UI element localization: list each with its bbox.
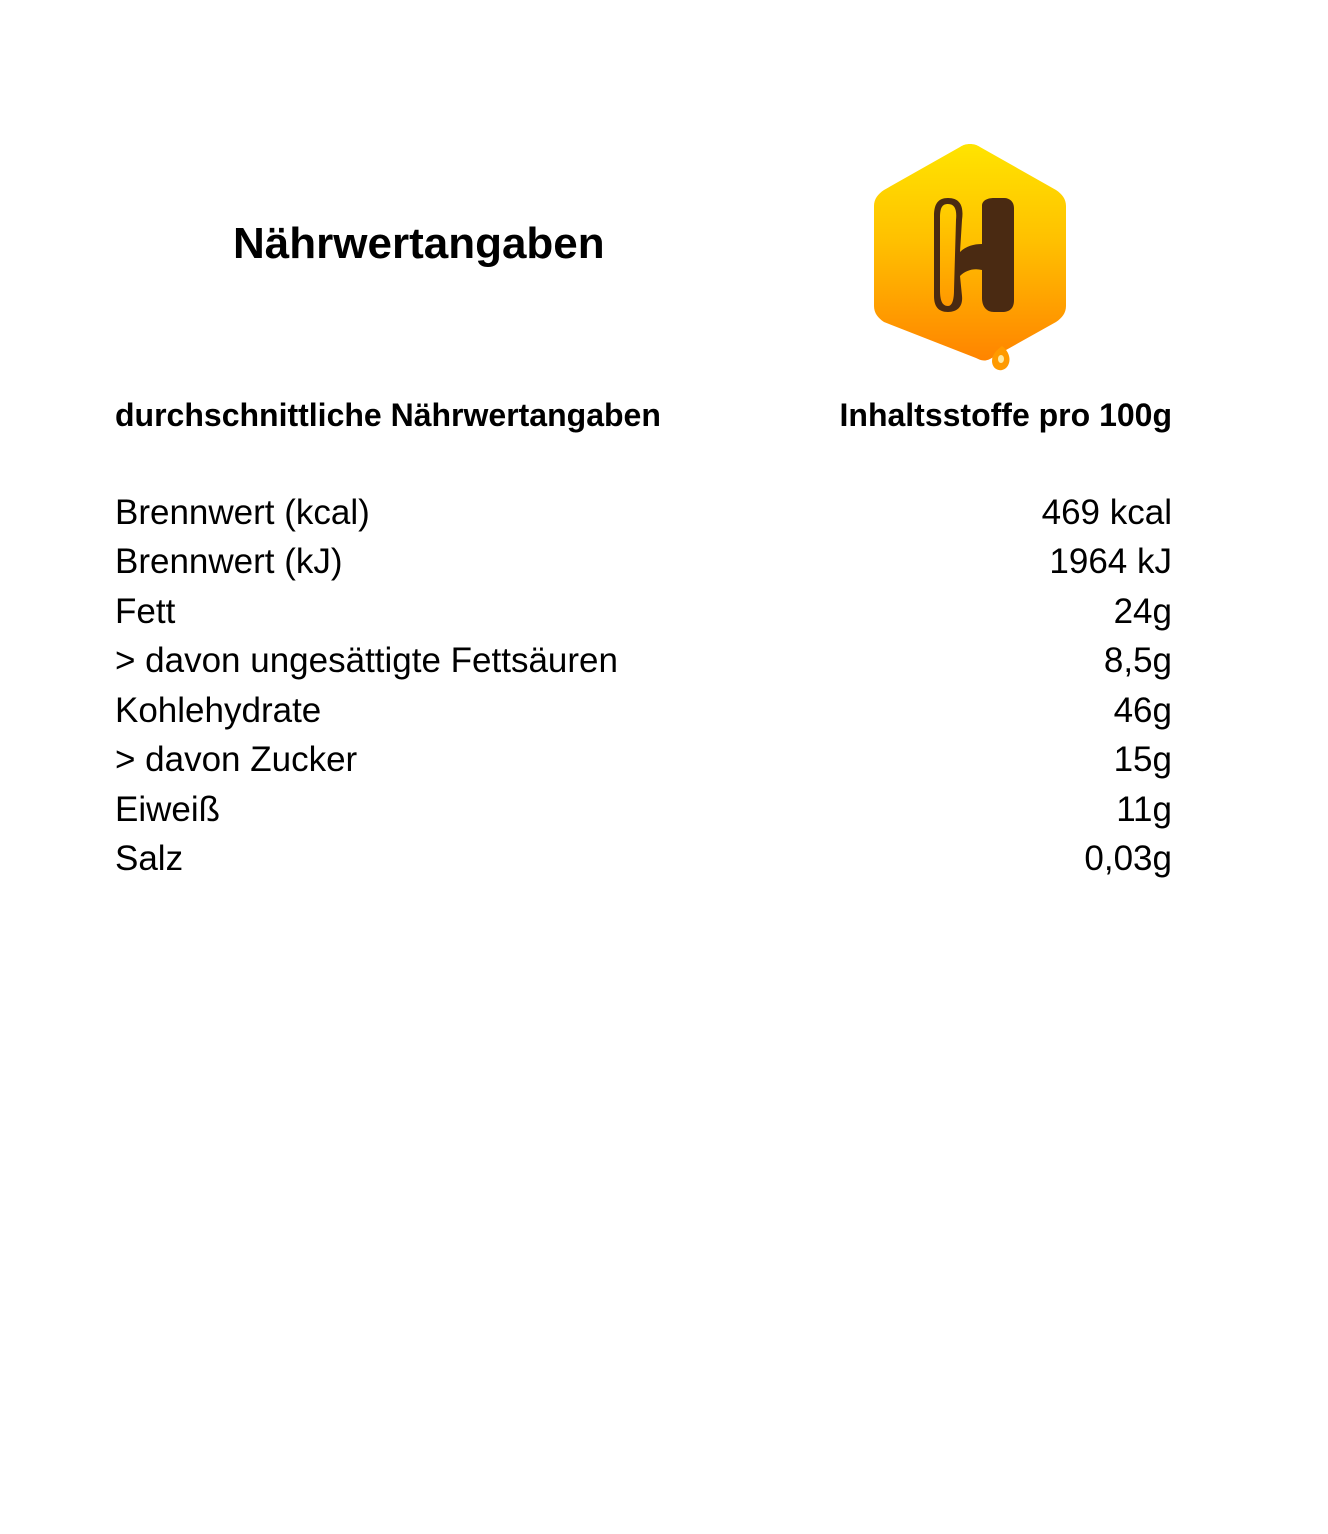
nutrient-label: > davon Zucker xyxy=(115,740,358,780)
nutrient-label: Brennwert (kJ) xyxy=(115,542,343,582)
nutrient-label: Brennwert (kcal) xyxy=(115,492,370,532)
nutrient-value: 8,5g xyxy=(1103,641,1172,681)
table-row xyxy=(115,488,1172,538)
table-row xyxy=(115,587,1172,637)
nutrient-value: 15g xyxy=(1113,740,1172,780)
nutrient-label: > davon ungesättigte Fettsäuren xyxy=(115,641,618,681)
nutrient-value: 469 kcal xyxy=(1041,492,1172,532)
nutrient-value: 0,03g xyxy=(1084,839,1172,879)
table-row xyxy=(115,538,1172,588)
table-row xyxy=(115,736,1172,786)
column-header-label: durchschnittliche Nährwertangaben xyxy=(115,396,661,433)
table-header xyxy=(115,393,1172,437)
table-row xyxy=(115,637,1172,687)
nutrient-label: Fett xyxy=(115,591,176,631)
nutrient-value: 24g xyxy=(1113,591,1172,631)
nutrition-table xyxy=(115,488,1172,884)
nutrient-value: 11g xyxy=(1116,789,1172,829)
nutrient-label: Eiweiß xyxy=(115,789,221,829)
nutrient-label: Salz xyxy=(115,839,184,879)
page-title: Nährwertangaben xyxy=(233,219,605,268)
nutrient-value: 1964 kJ xyxy=(1049,542,1172,582)
table-row xyxy=(115,785,1172,835)
column-header-value: Inhaltsstoffe pro 100g xyxy=(839,396,1172,433)
nutrient-label: Kohlehydrate xyxy=(115,690,322,730)
nutrient-value: 46g xyxy=(1113,690,1172,730)
table-row xyxy=(115,835,1172,885)
honey-hexagon-logo-icon xyxy=(870,140,1070,376)
table-row xyxy=(115,686,1172,736)
